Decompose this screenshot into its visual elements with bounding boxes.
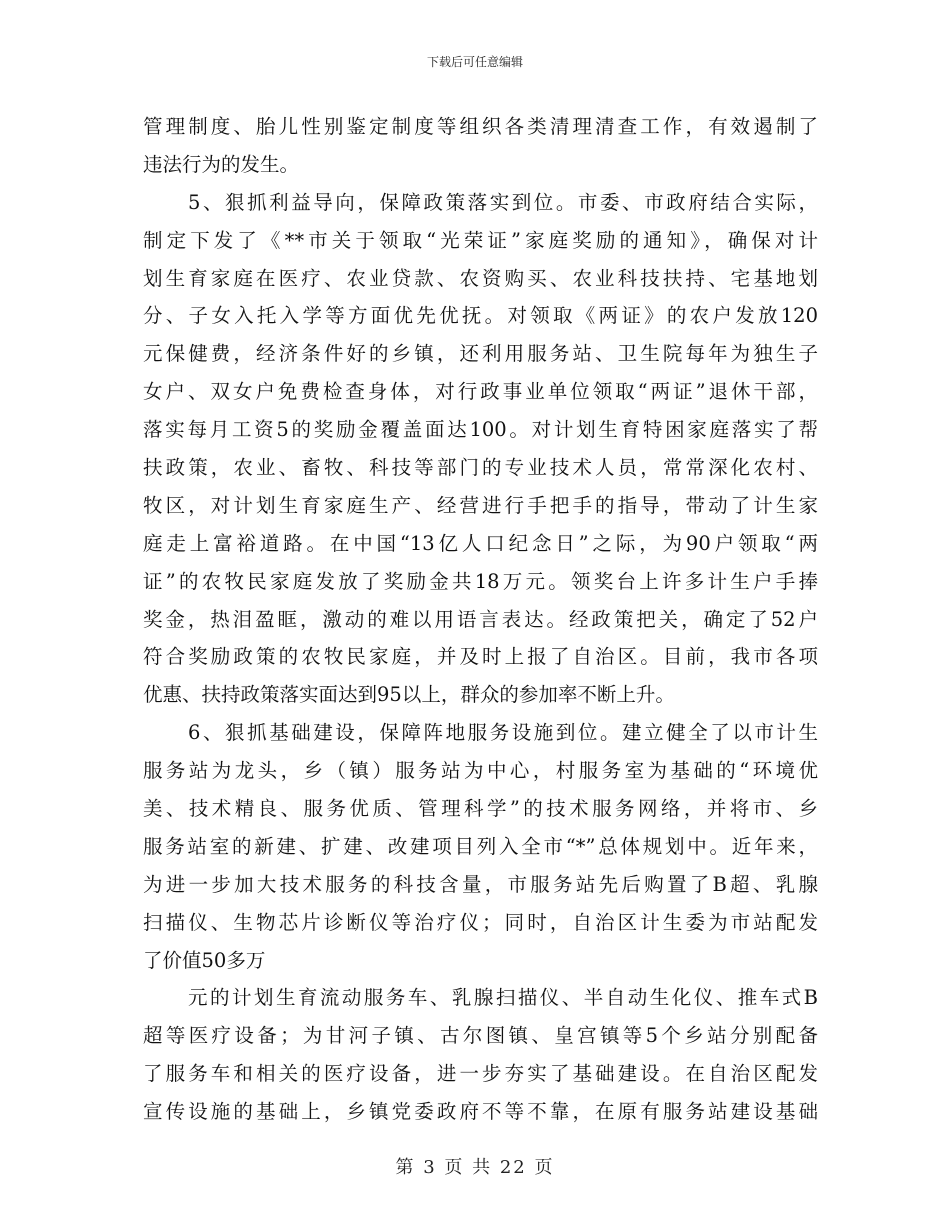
text-line: 牧区，对计划生育家庭生产、经营进行手把手的指导，带动了计生家 — [143, 493, 818, 517]
body-text — [143, 108, 818, 1131]
paragraph-start-line: 5、狠抓利益导向，保障政策落实到位。市委、市政府结合实际， — [188, 190, 818, 214]
text-line: 奖金，热泪盈眶，激动的难以用语言表达。经政策把关，确定了52户 — [143, 607, 818, 631]
page-number-footer: 第 3 页 共 22 页 — [395, 1157, 555, 1178]
text-line: 为进一步加大技术服务的科技含量，市服务站先后购置了B超、乳腺 — [143, 872, 818, 896]
text-line: 了价值50多万 — [143, 948, 266, 972]
text-line: 了服务车和相关的医疗设备，进一步夯实了基础建设。在自治区配发 — [143, 1062, 818, 1086]
text-line: 优惠、扶持政策落实面达到95以上，群众的参加率不断上升。 — [143, 683, 675, 707]
paragraph-start-line: 元的计划生育流动服务车、乳腺扫描仪、半自动生化仪、推车式B — [188, 986, 818, 1010]
text-line: 超等医疗设备；为甘河子镇、古尔图镇、皇宫镇等5个乡站分别配备 — [143, 1024, 818, 1048]
text-line: 宣传设施的基础上，乡镇党委政府不等不靠，在原有服务站建设基础 — [143, 1100, 818, 1124]
text-line: 分、子女入托入学等方面优先优抚。对领取《两证》的农户发放120 — [143, 304, 818, 328]
text-line: 违法行为的发生。 — [143, 152, 300, 176]
page-header: 下载后可任意编辑 — [426, 55, 523, 69]
text-line: 证”的农牧民家庭发放了奖励金共18万元。领奖台上许多计生户手捧 — [143, 569, 818, 593]
text-line: 管理制度、胎儿性别鉴定制度等组织各类清理清查工作，有效遏制了 — [143, 115, 818, 138]
text-line: 扶政策，农业、畜牧、科技等部门的专业技术人员，常常深化农村、 — [143, 456, 818, 480]
text-line: 制定下发了《**市关于领取“光荣证”家庭奖励的通知》，确保对计 — [143, 228, 818, 252]
paragraph-start-line: 6、狠抓基础建设，保障阵地服务设施到位。建立健全了以市计生 — [188, 721, 818, 745]
text-line: 扫描仪、生物芯片诊断仪等治疗仪；同时，自治区计生委为市站配发 — [143, 910, 818, 934]
text-line: 划生育家庭在医疗、农业贷款、农资购买、农业科技扶持、宅基地划 — [143, 266, 818, 290]
text-line: 庭走上富裕道路。在中国“13亿人口纪念日”之际，为90户领取“两 — [143, 531, 818, 555]
text-line: 女户、双女户免费检查身体，对行政事业单位领取“两证”退休干部， — [143, 380, 818, 404]
text-line: 落实每月工资5的奖励金覆盖面达100。对计划生育特困家庭落实了帮 — [143, 418, 818, 442]
text-line: 符合奖励政策的农牧民家庭，并及时上报了自治区。目前，我市各项 — [143, 645, 818, 669]
text-line: 服务站室的新建、扩建、改建项目列入全市“*”总体规划中。近年来， — [143, 834, 818, 858]
text-line: 元保健费，经济条件好的乡镇，还利用服务站、卫生院每年为独生子 — [143, 342, 818, 366]
text-line: 服务站为龙头，乡（镇）服务站为中心，村服务室为基础的“环境优 — [143, 759, 818, 783]
text-line: 美、技术精良、服务优质、管理科学”的技术服务网络，并将市、乡 — [143, 797, 818, 821]
